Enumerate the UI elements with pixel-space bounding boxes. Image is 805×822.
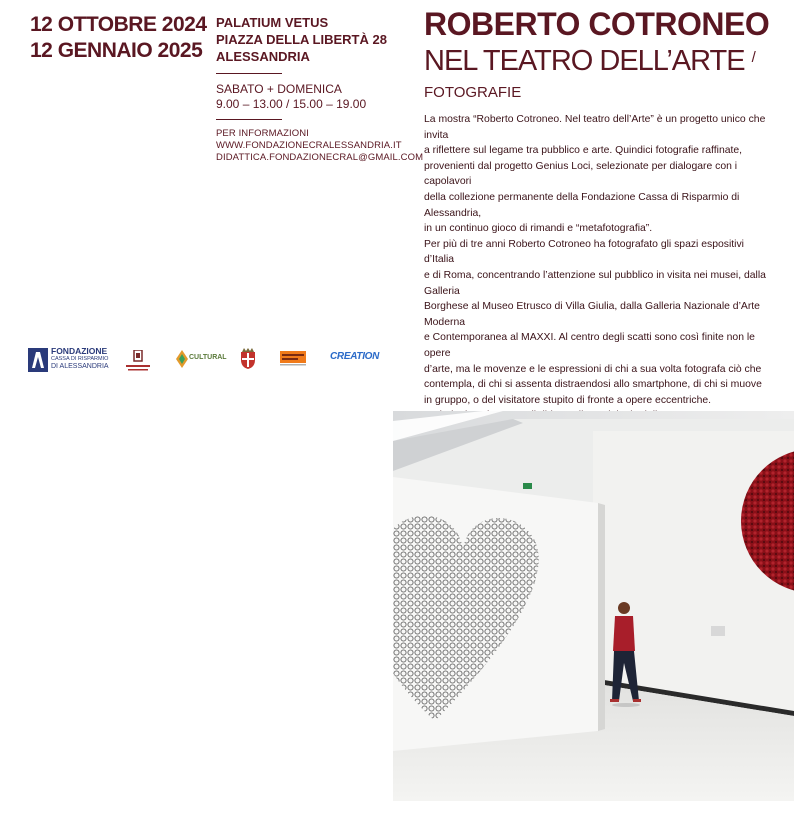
text-line: e Contemporanea al MAXXI. Al centro degli scatti sono così finite non le opere: [424, 332, 755, 359]
comune-logo: [238, 348, 258, 370]
sponsor-logos: [28, 345, 380, 377]
email-link[interactable]: DIDATTICA.FONDAZIONECRAL@GMAIL.COM: [216, 152, 424, 163]
text-line: e di Roma, concentrando l’attenzione sul pubblico in visita nei musei, dalla Galleria: [424, 269, 766, 297]
fondazione-logo: [28, 346, 109, 373]
fondazione-city: DI ALESSANDRIA: [51, 363, 109, 370]
coat-of-arms-icon: [238, 348, 258, 370]
text-line: Borghese al Museo Etrusco di Villa Giulia, dalla Galleria Nazionale d’Arte Moderna: [424, 301, 760, 328]
text-line: contempla, di chi si assenta distraendosi allo smartphone, di chi si muove: [424, 379, 762, 391]
palazzo-emblem-icon: [126, 350, 150, 372]
opening-times: 9.00 – 13.00 / 15.00 – 19.00: [216, 97, 367, 111]
exhibition-photo: [393, 411, 794, 801]
fondazione-emblem-icon: [28, 348, 48, 372]
subtitle-tag: / FOTOGRAFIE: [424, 49, 756, 101]
partner-logo: [280, 351, 306, 367]
page-subtitle: [424, 42, 805, 112]
opening-hours: [216, 82, 366, 112]
text-line: in gruppo, o del visitatore stupito di fronte a opere eccentriche.: [424, 394, 712, 406]
venue-address: PIAZZA DELLA LIBERTÀ 28: [216, 32, 387, 47]
text-line: Per più di tre anni Roberto Cotroneo ha fotografato gli spazi espositivi d’Italia: [424, 238, 744, 266]
text-line: in un continuo gioco di rimandi e “metafotografia”.: [424, 223, 653, 235]
cultura-emblem-icon: [176, 350, 188, 368]
subtitle-text: NEL TEATRO DELL’ARTE: [424, 45, 745, 77]
divider: [216, 73, 282, 74]
text-line: d’arte, ma le movenze e le espressioni di chi a sua volta fotografa ciò che: [424, 363, 762, 375]
info-block: [216, 128, 423, 164]
text-line: La mostra “Roberto Cotroneo. Nel teatro dell’Arte” è un progetto unico che invita: [424, 114, 766, 141]
website-link[interactable]: WWW.FONDAZIONECRALESSANDRIA.IT: [216, 140, 402, 151]
cultura-logo: [176, 350, 227, 372]
cultura-text: CULTURAL: [189, 354, 227, 361]
venue-name: PALATIUM VETUS: [216, 15, 329, 30]
exhibition-dates: [30, 12, 207, 64]
creation-logo: CREATION: [330, 351, 380, 362]
venue-block: [216, 14, 387, 65]
start-date: 12 OTTOBRE 2024: [30, 13, 207, 36]
venue-city: ALESSANDRIA: [216, 49, 310, 64]
end-date: 12 GENNAIO 2025: [30, 39, 203, 62]
divider: [216, 119, 282, 120]
text-line: della collezione permanente della Fondazione Cassa di Risparmio di Alessandria,: [424, 191, 740, 219]
fondazione-subline: CASSA DI RISPARMIO: [51, 356, 109, 362]
gallery-photo-image: [393, 411, 794, 801]
info-label: PER INFORMAZIONI: [216, 128, 309, 139]
text-line: provenienti dal progetto Genius Loci, selezionate per dialogare con i capolavori: [424, 160, 738, 188]
palazzo-logo: [126, 350, 150, 372]
opening-days: SABATO + DOMENICA: [216, 82, 342, 96]
fondazione-name: FONDAZIONE: [51, 346, 108, 356]
partner-emblem-icon: [280, 351, 306, 367]
page-title: ROBERTO COTRONEO: [424, 6, 770, 42]
text-line: a riflettere sul legame tra pubblico e arte. Quindici fotografie raffinate,: [424, 145, 743, 157]
